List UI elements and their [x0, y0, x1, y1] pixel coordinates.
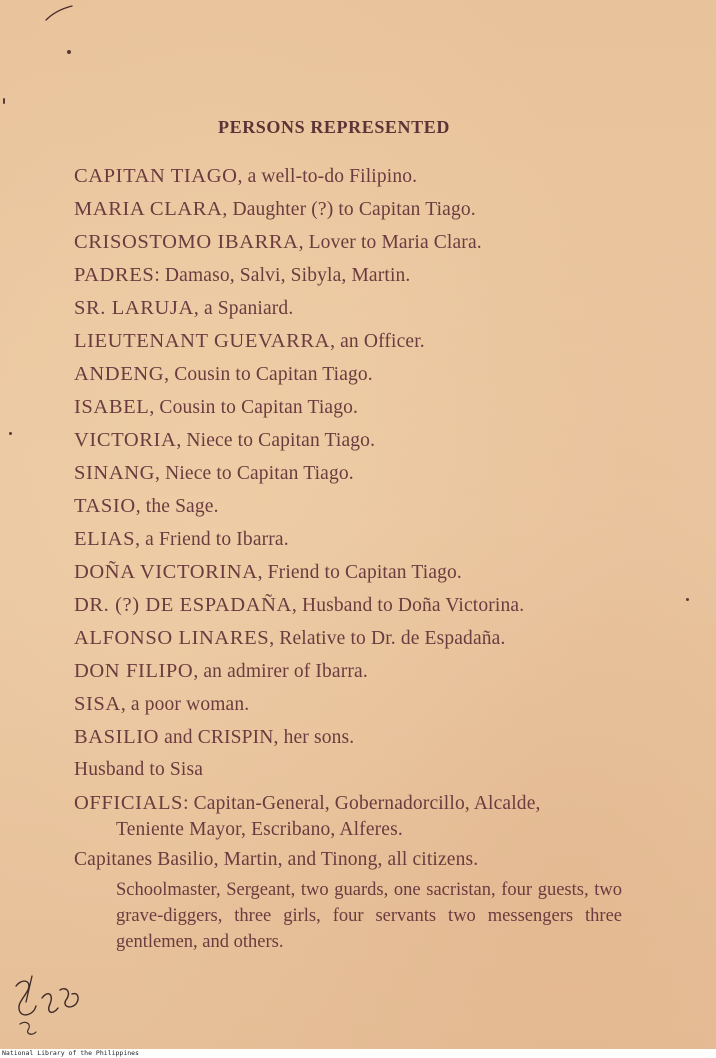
cast-entry	[74, 264, 410, 287]
character-name: ELIAS	[74, 528, 136, 550]
cast-entry	[74, 627, 506, 650]
officials-continuation: Teniente Mayor, Escribano, Alferes.	[116, 819, 403, 840]
character-description: : Damaso, Salvi, Sibyla, Martin.	[154, 265, 411, 286]
character-name: PADRES	[74, 264, 155, 286]
character-description: : Capitan-General, Gobernadorcillo, Alcalde,	[183, 793, 541, 814]
character-description: , Lover to Maria Clara.	[298, 232, 482, 253]
cast-entry	[74, 759, 203, 781]
cast-entry	[74, 363, 373, 386]
character-name: DR. (?) DE ESPADAÑA	[74, 594, 292, 616]
cast-entry	[74, 561, 462, 584]
character-description: , an Officer.	[330, 331, 425, 352]
character-name: ANDENG	[74, 363, 165, 385]
pen-stroke-mark	[44, 4, 74, 22]
character-name: LIEUTENANT GUEVARRA	[74, 330, 331, 352]
character-name: ISABEL	[74, 396, 150, 418]
character-description: , Daughter (?) to Capitan Tiago.	[222, 199, 476, 220]
character-description: , Cousin to Capitan Tiago.	[164, 364, 373, 385]
character-name: OFFICIALS	[74, 792, 184, 814]
character-name: BASILIO	[74, 726, 160, 748]
paper-speck	[67, 50, 71, 54]
character-name: SINANG	[74, 462, 156, 484]
paper-speck	[9, 432, 12, 435]
paper-speck	[686, 598, 689, 601]
cast-entry	[74, 528, 289, 551]
character-name: TASIO	[74, 495, 136, 517]
character-description: and CRISPIN, her sons.	[159, 727, 355, 748]
cast-entry	[74, 396, 358, 419]
character-description: , Niece to Capitan Tiago.	[176, 430, 376, 451]
cast-entry	[74, 330, 425, 353]
character-description: , an admirer of Ibarra.	[193, 661, 368, 682]
extras-paragraph: Schoolmaster, Sergeant, two guards, one sacristan, four guests, two grave-diggers, three girls, four servants two messengers three gentlemen, and others.	[116, 880, 622, 952]
character-description: , Friend to Capitan Tiago.	[257, 562, 462, 583]
cast-entry	[74, 726, 354, 749]
character-name: ALFONSO LINARES	[74, 627, 270, 649]
character-description: , Relative to Dr. de Espadaña.	[269, 628, 506, 649]
character-description: , a Friend to Ibarra.	[135, 529, 289, 550]
character-description: , Cousin to Capitan Tiago.	[149, 397, 359, 418]
cast-entry	[74, 594, 524, 617]
character-name: MARIA CLARA	[74, 198, 223, 220]
cast-entry	[74, 660, 368, 683]
cast-entry	[74, 165, 417, 188]
paper-speck	[3, 98, 5, 104]
cast-entry	[74, 495, 219, 518]
cast-entry	[74, 429, 375, 452]
cast-entry	[74, 297, 293, 320]
character-description: , a poor woman.	[120, 694, 250, 715]
character-description: , Husband to Doña Victorina.	[291, 595, 525, 616]
footer-credit: National Library of the Philippines	[2, 1049, 139, 1057]
handwritten-note-mark	[6, 968, 92, 1040]
cast-entry	[74, 231, 482, 254]
capitanes-line: Capitanes Basilio, Martin, and Tinong, all citizens.	[74, 849, 479, 870]
character-name: DOÑA VICTORINA	[74, 561, 258, 583]
character-description: , the Sage.	[135, 496, 219, 517]
character-name: CRISOSTOMO IBARRA	[74, 231, 299, 253]
cast-entry	[74, 462, 354, 485]
cast-entry	[74, 693, 249, 716]
character-name: Husband to Sisa	[74, 759, 203, 780]
page-title: PERSONS REPRESENTED	[218, 117, 450, 137]
character-name: DON FILIPO	[74, 660, 194, 682]
character-name: CAPITAN TIAGO	[74, 165, 238, 187]
character-description: , a well-to-do Filipino.	[237, 166, 418, 187]
character-description: , a Spaniard.	[193, 298, 294, 319]
character-name: SISA	[74, 693, 121, 715]
cast-entry	[74, 198, 476, 221]
cast-entry	[74, 792, 541, 815]
character-description: , Niece to Capitan Tiago.	[155, 463, 354, 484]
character-name: SR. LARUJA	[74, 297, 194, 319]
character-name: VICTORIA	[74, 429, 177, 451]
